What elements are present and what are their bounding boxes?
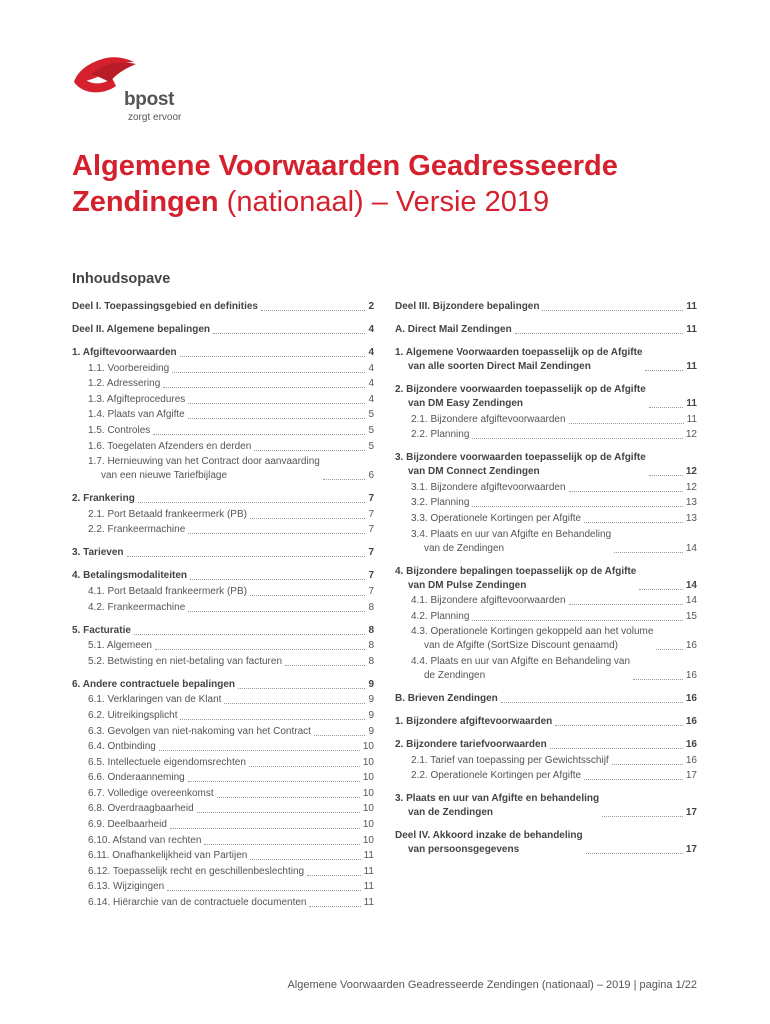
toc-entry[interactable] (72, 639, 374, 653)
toc-entry-label: 1.7. Hernieuwing van het Contract door aanvaarding (88, 456, 320, 468)
toc-entry[interactable] (72, 818, 374, 832)
dot-leader (569, 491, 683, 492)
dot-leader (138, 502, 366, 503)
toc-entry-page: 10 (362, 772, 374, 784)
toc-entry-label: 6.11. Onafhankelijkheid van Partijen (88, 850, 248, 862)
toc-entry-page: 4 (368, 393, 374, 405)
toc-entry-page: 5 (368, 440, 374, 452)
toc-entry[interactable] (72, 655, 374, 669)
toc-entry[interactable] (72, 865, 374, 879)
dot-leader (250, 859, 360, 860)
toc-entry[interactable] (72, 377, 374, 391)
dot-leader (307, 875, 361, 876)
toc-entry-label: 6.13. Wijzigingen (88, 881, 165, 893)
toc-entry-label: Deel IV. Akkoord inzake de behandeling (395, 830, 583, 842)
toc-entry-label-continued: van DM Easy Zendingen (408, 398, 524, 409)
toc-entry[interactable] (72, 802, 374, 816)
toc-entry-label: 1. Algemene Voorwaarden toepasselijk op de Afgifte (395, 347, 643, 358)
toc-entry-label-block (411, 528, 611, 556)
toc-entry-page: 11 (363, 850, 374, 862)
toc-entry-label-block (395, 792, 599, 820)
toc-entry-label: 1.1. Voorbereiding (88, 362, 170, 374)
dot-leader (188, 611, 365, 612)
toc-entry-label: 3.1. Bijzondere afgiftevoorwaarden (411, 481, 566, 493)
toc-entry[interactable] (395, 829, 697, 857)
toc-entry-page: 8 (368, 640, 374, 652)
toc-entry-label: 1. Bijzondere afgiftevoorwaarden (395, 715, 553, 727)
dot-leader (180, 356, 366, 357)
toc-entry-label: 5. Facturatie (72, 624, 131, 636)
toc-entry-label-block (88, 455, 320, 483)
toc-entry[interactable] (72, 740, 374, 754)
dot-leader (569, 423, 684, 424)
toc-entry-page: 14 (685, 579, 697, 591)
toc-entry[interactable] (395, 754, 697, 768)
toc-entry-label: 6. Andere contractuele bepalingen (72, 678, 236, 690)
toc-entry[interactable] (72, 880, 374, 894)
toc-entry-label-block (395, 565, 636, 593)
toc-entry-page: 6 (368, 470, 374, 482)
toc-entry[interactable] (395, 792, 697, 820)
toc-entry-page: 10 (362, 834, 374, 846)
toc-entry-page: 16 (685, 738, 697, 750)
dot-leader (515, 333, 684, 334)
toc-entry-label: 2.2. Planning (411, 429, 470, 441)
toc-entry-page: 7 (368, 547, 374, 559)
toc-entry-page: 10 (362, 819, 374, 831)
toc-entry[interactable] (72, 771, 374, 785)
toc-left-column (72, 300, 374, 912)
toc-entry-label-continued: van DM Connect Zendingen (408, 466, 540, 478)
toc-entry-label: 2.1. Port Betaald frankeermerk (PB) (88, 508, 247, 520)
toc-entry-page: 2 (368, 301, 374, 312)
toc-entry-page: 13 (685, 512, 697, 524)
dot-leader (501, 702, 683, 703)
toc-entry-page: 4 (368, 362, 374, 374)
toc-entry[interactable] (395, 413, 697, 427)
dot-leader (197, 812, 360, 813)
toc-entry-page: 7 (368, 585, 374, 597)
toc-entry[interactable] (72, 546, 374, 560)
toc-entry-label: 6.8. Overdraagbaarheid (88, 803, 194, 815)
toc-entry-page: 5 (368, 424, 374, 436)
dot-leader (153, 434, 365, 435)
toc-entry-page: 11 (686, 324, 697, 335)
toc-entry[interactable] (72, 709, 374, 723)
toc-entry[interactable] (72, 455, 374, 483)
dot-leader (261, 310, 365, 311)
toc-entry-page: 4 (368, 324, 374, 335)
toc-entry-label: 2. Bijzondere tariefvoorwaarden (395, 738, 547, 750)
dot-leader (127, 556, 366, 557)
toc-entry-label: 3.3. Operationele Kortingen per Afgifte (411, 512, 582, 524)
toc-entry-label-block (395, 451, 646, 479)
toc-entry[interactable] (395, 715, 697, 729)
toc-entry-label-continued: van de Zendingen (424, 542, 505, 554)
toc-entry-page: 10 (362, 787, 374, 799)
toc-entry-label: Deel III. Bijzondere bepalingen (395, 301, 540, 312)
toc-entry[interactable] (72, 725, 374, 739)
dot-leader (134, 634, 366, 635)
dot-leader (188, 418, 366, 419)
toc-entry-label: 1.5. Controles (88, 424, 151, 436)
dot-leader (250, 518, 365, 519)
bpost-logo (72, 52, 202, 128)
toc-entry-label: 2.1. Tarief van toepassing per Gewichtsschijf (411, 754, 609, 766)
dot-leader (188, 533, 365, 534)
toc-entry-label: 6.5. Intellectuele eigendomsrechten (88, 756, 246, 768)
toc-entry-page: 9 (368, 709, 374, 721)
toc-entry-page: 11 (686, 398, 697, 409)
page-footer: Algemene Voorwaarden Geadresseerde Zendingen (nationaal) – 2019 | pagina 1/22 (287, 979, 697, 991)
dot-leader (188, 403, 365, 404)
toc-entry[interactable] (72, 834, 374, 848)
toc-entry-label: 4.2. Frankeermachine (88, 601, 186, 613)
dot-leader (645, 370, 683, 371)
toc-entry-page: 10 (362, 741, 374, 753)
toc-entry-page: 14 (685, 595, 697, 607)
toc-entry-label: 1.6. Toegelaten Afzenders en derden (88, 440, 252, 452)
dot-leader (155, 649, 366, 650)
dot-leader (569, 604, 683, 605)
dot-leader (584, 522, 683, 523)
dot-leader (167, 890, 360, 891)
toc-entry-label-block (395, 346, 642, 374)
toc-entry-label-continued: van de Zendingen (408, 807, 494, 819)
dot-leader (555, 725, 683, 726)
dot-leader (542, 310, 683, 311)
toc-entry-page: 4 (368, 378, 374, 390)
toc-entry[interactable] (72, 678, 374, 692)
toc-entry-label: 5.1. Algemeen (88, 640, 152, 652)
toc-entry[interactable] (395, 428, 697, 442)
toc-entry-page: 16 (685, 692, 697, 704)
toc-entry-page: 13 (685, 497, 697, 509)
toc-entry-page: 9 (368, 678, 374, 690)
toc-entry[interactable] (72, 896, 374, 910)
toc-entry-page: 7 (368, 508, 374, 520)
toc-entry-label: A. Direct Mail Zendingen (395, 324, 512, 335)
dot-leader (612, 764, 683, 765)
toc-entry-label-block (411, 625, 653, 653)
dot-leader (472, 506, 682, 507)
toc-entry-label: 3. Tarieven (72, 547, 124, 559)
toc-entry-page: 11 (686, 301, 697, 312)
toc-entry[interactable] (72, 585, 374, 599)
toc-entry-label: 3.2. Planning (411, 497, 470, 509)
document-title (72, 148, 692, 220)
toc-entry[interactable] (395, 451, 697, 479)
toc-entry[interactable] (72, 849, 374, 863)
toc-entry-label: 2.1. Bijzondere afgiftevoorwaarden (411, 413, 566, 425)
toc-entry[interactable] (395, 300, 697, 314)
toc-entry[interactable] (72, 440, 374, 454)
dot-leader (586, 853, 683, 854)
toc-entry-page: 9 (368, 694, 374, 706)
toc-entry[interactable] (72, 601, 374, 615)
dot-leader (254, 450, 365, 451)
toc-entry-label: 2.2. Frankeermachine (88, 524, 186, 536)
toc-entry[interactable] (72, 408, 374, 422)
toc-entry-page: 12 (685, 481, 697, 493)
dot-leader (180, 719, 365, 720)
toc-entry[interactable] (72, 787, 374, 801)
toc-entry-page: 7 (368, 493, 374, 505)
dot-leader (170, 828, 360, 829)
dot-leader (309, 906, 360, 907)
toc-entry-page: 16 (685, 640, 697, 652)
dot-leader (649, 475, 683, 476)
toc-entry[interactable] (72, 508, 374, 522)
toc-entry[interactable] (395, 769, 697, 783)
dot-leader (204, 844, 359, 845)
toc-entry-label-block (395, 829, 583, 857)
toc-entry-label: 4.3. Operationele Kortingen gekoppeld aan het volume (411, 626, 654, 638)
dot-leader (314, 735, 366, 736)
toc-entry-page: 16 (685, 754, 697, 766)
toc-entry-page: 8 (368, 601, 374, 613)
toc-entry-page: 11 (363, 897, 374, 909)
toc-entry-page: 17 (685, 844, 697, 856)
toc-entry[interactable] (395, 496, 697, 510)
toc-entry-label: 6.7. Volledige overeenkomst (88, 787, 214, 799)
toc-entry-label: 1. Afgiftevoorwaarden (72, 347, 177, 358)
toc-entry-page: 8 (368, 655, 374, 667)
dot-leader (217, 797, 360, 798)
toc-entry[interactable] (395, 346, 697, 374)
toc-entry[interactable] (72, 492, 374, 506)
toc-entry[interactable] (395, 738, 697, 752)
toc-entry-label: Deel II. Algemene bepalingen (72, 324, 210, 335)
toc-entry[interactable] (72, 569, 374, 583)
title-bold: Algemene Voorwaarden Geadresseerde Zendingen (72, 150, 618, 218)
toc-entry[interactable] (72, 523, 374, 537)
toc-entry[interactable] (395, 528, 697, 556)
dot-leader (250, 595, 365, 596)
toc-entry-page: 17 (685, 770, 697, 782)
dot-leader (614, 552, 683, 553)
dot-leader (172, 372, 365, 373)
toc-entry-label: 4.1. Port Betaald frankeermerk (PB) (88, 585, 247, 597)
toc-entry-label: 3. Plaats en uur van Afgifte en behandeling (395, 793, 600, 805)
toc-entry-label: 6.4. Ontbinding (88, 741, 156, 753)
toc-entry-label: 6.1. Verklaringen van de Klant (88, 694, 222, 706)
toc-entry-page: 8 (368, 624, 374, 636)
toc-entry-label: 3.4. Plaats en uur van Afgifte en Behandeling (411, 528, 612, 540)
toc-entry[interactable] (72, 362, 374, 376)
toc-entry[interactable] (395, 323, 697, 337)
dot-leader (649, 407, 684, 408)
toc-entry-page: 12 (685, 429, 697, 441)
toc-entry-label-continued: van alle soorten Direct Mail Zendingen (408, 361, 591, 372)
toc-entry[interactable] (395, 481, 697, 495)
toc-entry-label: 2.2. Operationele Kortingen per Afgifte (411, 770, 582, 782)
toc-entry-label: 5.2. Betwisting en niet-betaling van facturen (88, 655, 283, 667)
dot-leader (213, 333, 365, 334)
dot-leader (639, 589, 683, 590)
toc-entry[interactable] (395, 655, 697, 683)
toc-right-column (395, 300, 697, 859)
toc-entry[interactable] (395, 692, 697, 706)
toc-entry-label: 4. Betalingsmodaliteiten (72, 570, 188, 582)
dot-leader (238, 688, 365, 689)
dot-leader (656, 649, 682, 650)
brand-tagline: zorgt ervoor (128, 112, 182, 123)
toc-entry-label: 4. Bijzondere bepalingen toepasselijk op de Afgifte (395, 565, 637, 577)
toc-entry-page: 10 (362, 803, 374, 815)
dot-leader (249, 766, 360, 767)
toc-entry[interactable] (72, 693, 374, 707)
dot-leader (323, 479, 366, 480)
title-rest: (nationaal) – Versie 2019 (218, 186, 550, 218)
toc-entry[interactable] (395, 512, 697, 526)
dot-leader (285, 665, 365, 666)
toc-entry-page: 17 (685, 807, 697, 819)
toc-entry[interactable] (395, 625, 697, 653)
toc-entry[interactable] (395, 565, 697, 593)
toc-entry-label: 1.3. Afgifteprocedures (88, 393, 186, 405)
toc-entry-page: 15 (685, 610, 697, 622)
toc-entry-label: 6.3. Gevolgen van niet-nakoming van het Contract (88, 725, 311, 737)
toc-entry[interactable] (395, 594, 697, 608)
toc-entry-page: 7 (368, 524, 374, 536)
toc-entry-label: 3. Bijzondere voorwaarden toepasselijk op de Afgifte (395, 452, 646, 464)
toc-entry-page: 14 (685, 542, 697, 554)
toc-entry-label: 6.6. Onderaanneming (88, 772, 185, 784)
toc-entry-page: 16 (685, 669, 697, 681)
toc-entry-label-continued: van persoonsgegevens (408, 844, 520, 856)
toc-entry-label: 6.12. Toepasselijk recht en geschillenbeslechting (88, 865, 305, 877)
toc-entry-label-block (411, 655, 630, 683)
toc-entry-label-continued: de Zendingen (424, 669, 486, 681)
toc-entry-label: B. Brieven Zendingen (395, 692, 498, 704)
toc-entry-label-block (395, 383, 646, 411)
brand-name: bpost (124, 89, 175, 110)
toc-entry-page: 16 (685, 715, 697, 727)
toc-entry-page: 7 (368, 570, 374, 582)
dot-leader (602, 816, 683, 817)
toc-entry-label-continued: van DM Pulse Zendingen (408, 579, 527, 591)
dot-leader (224, 703, 365, 704)
dot-leader (472, 620, 682, 621)
toc-entry-page: 10 (362, 756, 374, 768)
toc-entry-label: 1.4. Plaats van Afgifte (88, 409, 185, 421)
dot-leader (472, 438, 682, 439)
dot-leader (584, 779, 683, 780)
toc-entry-label: 6.2. Uitreikingsplicht (88, 709, 178, 721)
toc-entry-page: 5 (368, 409, 374, 421)
toc-heading: Inhoudsopave (72, 271, 171, 287)
toc-entry-label: 2. Bijzondere voorwaarden toepasselijk op de Afgifte (395, 384, 646, 395)
toc-entry-label: 1.2. Adressering (88, 378, 161, 390)
dot-leader (163, 387, 365, 388)
toc-entry-page: 11 (363, 881, 374, 893)
dot-leader (159, 750, 360, 751)
toc-entry[interactable] (72, 424, 374, 438)
toc-entry[interactable] (72, 393, 374, 407)
toc-entry[interactable] (395, 610, 697, 624)
toc-entry-label: 4.1. Bijzondere afgiftevoorwaarden (411, 595, 566, 607)
toc-entry[interactable] (72, 323, 374, 337)
toc-entry-page: 12 (685, 466, 697, 478)
toc-entry-label: Deel I. Toepassingsgebied en definities (72, 301, 258, 312)
toc-entry[interactable] (72, 346, 374, 360)
toc-entry-label-continued: van de Afgifte (SortSize Discount genaamd) (424, 640, 618, 652)
toc-entry-page: 4 (368, 347, 374, 358)
toc-entry-page: 11 (363, 865, 374, 877)
toc-entry-label: 4.2. Planning (411, 610, 470, 622)
toc-entry-label: 4.4. Plaats en uur van Afgifte en Behandeling van (411, 655, 631, 667)
dot-leader (550, 748, 683, 749)
toc-entry-label: 6.9. Deelbaarheid (88, 819, 167, 831)
toc-entry[interactable] (395, 383, 697, 411)
toc-entry-page: 11 (686, 413, 697, 425)
dot-leader (188, 781, 360, 782)
toc-entry-label: 6.10. Afstand van rechten (88, 834, 202, 846)
toc-entry[interactable] (72, 624, 374, 638)
toc-entry-label: 2. Frankering (72, 493, 135, 505)
toc-entry[interactable] (72, 756, 374, 770)
dot-leader (633, 679, 683, 680)
toc-entry-label-continued: van een nieuwe Tariefbijlage (101, 470, 228, 482)
toc-entry[interactable] (72, 300, 374, 314)
dot-leader (190, 579, 365, 580)
toc-entry-label: 6.14. Hiërarchie van de contractuele documenten (88, 897, 307, 909)
toc-entry-page: 9 (368, 725, 374, 737)
toc-entry-page: 11 (686, 361, 697, 372)
